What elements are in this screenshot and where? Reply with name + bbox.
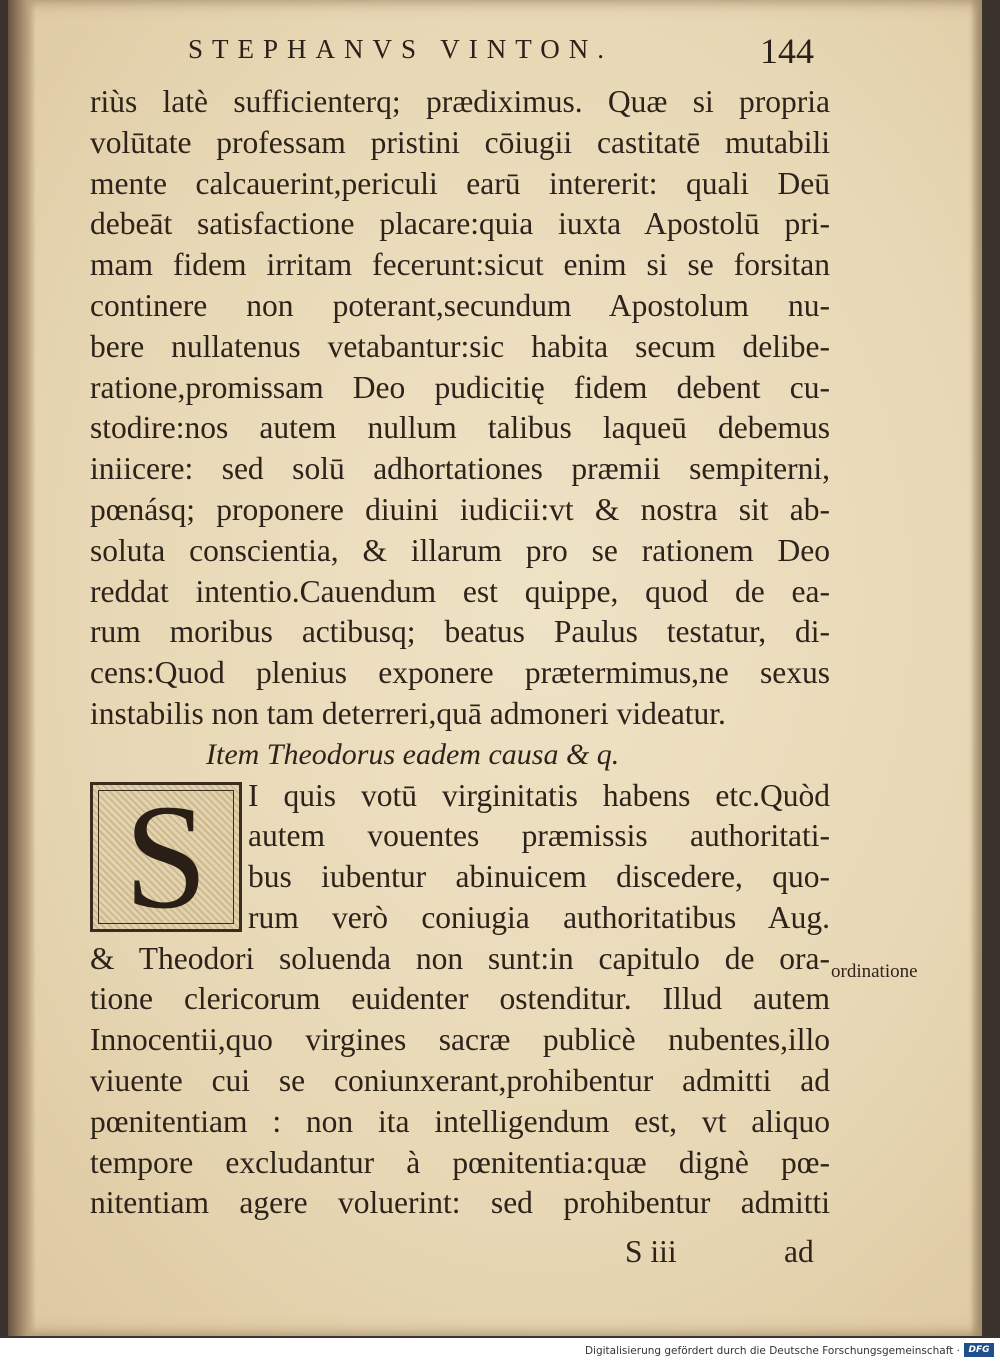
text-line: reddat intentio.Cauendum est quippe, quod de ea- bbox=[90, 573, 830, 609]
text-line: ratione,promissam Deo pudicitię fidem debent cu- bbox=[90, 369, 830, 405]
text-line: mente calcauerint,periculi earū intererit: quali Deū bbox=[90, 165, 830, 201]
text-line: debeāt satisfactione placare:quia iuxta Apostolū pri- bbox=[90, 206, 830, 242]
text-line: continere non poterant,secundum Apostolum nu- bbox=[90, 287, 830, 323]
section-heading: Item Theodorus eadem causa & q. bbox=[206, 737, 620, 771]
margin-note: ordinatione bbox=[831, 961, 918, 982]
initial-letter: S bbox=[124, 773, 208, 940]
book-page bbox=[8, 0, 982, 1336]
page-edge bbox=[970, 0, 982, 1336]
decorated-initial bbox=[90, 773, 242, 940]
drop-cap-paragraph bbox=[90, 773, 830, 940]
page-gutter bbox=[8, 0, 36, 1336]
text-line: tione clericorum euidenter ostenditur. Illud autem bbox=[90, 981, 830, 1017]
body-text bbox=[90, 82, 830, 1224]
text-line: pœnitentiam : non ita intelligendum est, vt aliquo bbox=[90, 1103, 830, 1139]
text-line: soluta conscientia, & illarum pro se rationem Deo bbox=[90, 532, 830, 568]
drop-cap-lines bbox=[248, 776, 830, 939]
text-line: pœnásq; proponere diuini iudicii:vt & nostra sit ab- bbox=[90, 491, 830, 527]
page-header bbox=[8, 30, 982, 70]
text-line: tempore excludantur à pœnitentia:quæ dignè pœ- bbox=[90, 1144, 830, 1180]
text-line: rum verò coniugia authoritatibus Aug. bbox=[248, 899, 830, 935]
page-number: 144 bbox=[760, 31, 814, 71]
catchword: ad bbox=[784, 1234, 814, 1269]
text-line: instabilis non tam deterreri,quā admoneri videatur. bbox=[90, 695, 726, 731]
credit-bar bbox=[0, 1338, 1000, 1363]
text-line: bere nullatenus vetabantur:sic habita secum delibe- bbox=[90, 328, 830, 364]
paragraph-1 bbox=[90, 82, 830, 735]
text-line: iniicere: sed solū adhortationes præmii sempiterni, bbox=[90, 451, 830, 487]
text-line: bus iubentur abinuicem discedere, quo- bbox=[248, 859, 830, 895]
text-line: cens:Quod plenius exponere prætermimus,ne sexus bbox=[90, 655, 830, 691]
running-head: STEPHANVS VINTON. bbox=[188, 34, 614, 64]
signature-mark: S iii bbox=[625, 1234, 677, 1269]
text-line: viuente cui se coniunxerant,prohibentur admitti ad bbox=[90, 1062, 830, 1098]
text-line: volūtate professam pristini cōiugii castitatē mutabili bbox=[90, 124, 830, 160]
text-line: mam fidem irritam fecerunt:sicut enim si se forsitan bbox=[90, 247, 830, 283]
text-line: autem vouentes præmissis authoritati- bbox=[248, 818, 830, 854]
text-line: rum moribus actibusq; beatus Paulus testatur, di- bbox=[90, 614, 830, 650]
text-line: Innocentii,quo virgines sacræ publicè nubentes,illo bbox=[90, 1022, 830, 1058]
text-line: riùs latè sufficienterq; prædiximus. Quæ si propria bbox=[90, 84, 830, 119]
text-line: & Theodori soluenda non sunt:in capitulo de ora- bbox=[90, 940, 830, 976]
paragraph-2 bbox=[90, 939, 830, 1225]
text-line: nitentiam agere voluerint: sed prohibentur admitti bbox=[90, 1185, 830, 1221]
page-foot bbox=[8, 1234, 982, 1274]
text-line: stodire:nos autem nullum talibus laqueū debemus bbox=[90, 410, 830, 446]
text-line: I quis votū virginitatis habens etc.Quòd bbox=[248, 777, 830, 813]
funding-credit: Digitalisierung gefördert durch die Deutsche Forschungsgemeinschaft · bbox=[584, 1345, 960, 1357]
dfg-logo: DFG bbox=[964, 1343, 994, 1357]
